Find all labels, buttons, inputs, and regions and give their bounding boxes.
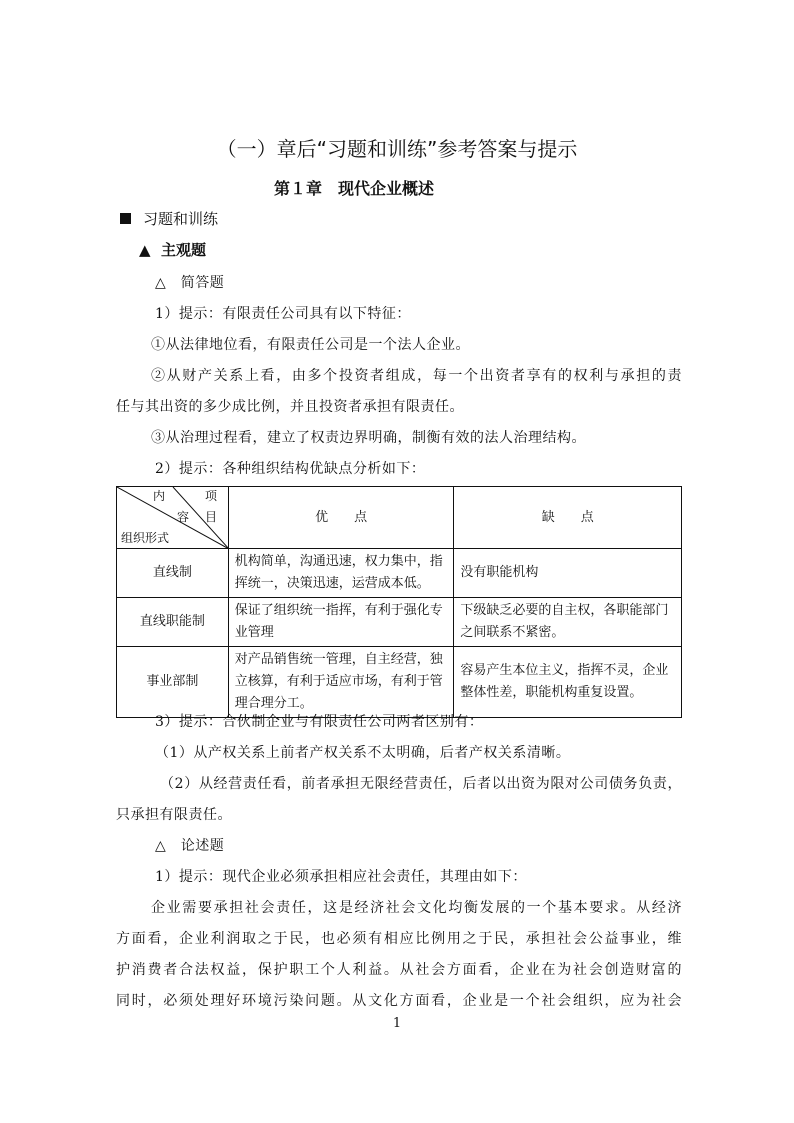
q1-intro: 1）提示：有限责任公司具有以下特征： bbox=[155, 306, 411, 322]
cell-line: 立核算，有利于适应市场，有利于管 bbox=[234, 674, 443, 689]
e1-intro: 1）提示：现代企业必须承担相应社会责任，其理由如下： bbox=[155, 869, 527, 885]
q3-intro: 3）提示：合伙制企业与有限责任公司两者区别有： bbox=[155, 714, 484, 730]
header-mu: 目 bbox=[205, 510, 218, 524]
section-heading bbox=[120, 208, 218, 229]
q3-point-1: （1）从产权关系上前者产权关系不太明确，后者产权关系清晰。 bbox=[155, 745, 571, 761]
e1-line-1: 企业需要承担社会责任，这是经济社会文化均衡发展的一个基本要求。从经济 bbox=[151, 900, 682, 916]
section-label: 习题和训练 bbox=[143, 210, 219, 228]
table-row bbox=[117, 647, 682, 718]
row-name: 直线制 bbox=[117, 549, 229, 598]
table-row bbox=[117, 598, 682, 647]
page-title: （一）章后“习题和训练”参考答案与提示 bbox=[216, 137, 578, 161]
row-advantages bbox=[228, 598, 454, 647]
cell-line: 理合理分工。 bbox=[234, 696, 313, 711]
short-answer-heading: △ 简答题 bbox=[155, 275, 225, 291]
header-disadvantages: 缺 点 bbox=[454, 487, 682, 549]
page-number: 1 bbox=[392, 1016, 402, 1031]
cell-line: 保证了组织统一指挥，有利于强化专 bbox=[234, 603, 443, 618]
subsection-label: 主观题 bbox=[161, 241, 207, 259]
diagonal-header-cell bbox=[117, 487, 229, 549]
cell-line: 没有职能机构 bbox=[460, 565, 539, 580]
table-row bbox=[117, 549, 682, 598]
q3-point-2-line-1: （2）从经营责任看，前者承担无限经营责任，后者以出资为限对公司债务负责， bbox=[160, 776, 682, 792]
cell-line: 机构简单，沟通迅速，权力集中，指 bbox=[234, 554, 443, 569]
header-advantages: 优 点 bbox=[228, 487, 454, 549]
q1-point-2-line-2: 任与其出资的多少成比例，并且投资者承担有限责任。 bbox=[116, 399, 464, 415]
row-name: 事业部制 bbox=[117, 647, 229, 718]
cell-line: 整体性差，职能机构重复设置。 bbox=[460, 685, 643, 700]
triangle-icon: ▲ bbox=[139, 241, 151, 259]
header-rong: 容 bbox=[177, 510, 190, 524]
table-header-row bbox=[117, 487, 682, 549]
cell-line: 容易产生本位主义，指挥不灵，企业 bbox=[460, 663, 669, 678]
cell-line: 下级缺乏必要的自主权，各职能部门 bbox=[460, 603, 669, 618]
row-disadvantages bbox=[454, 598, 682, 647]
q3-point-2-line-2: 只承担有限责任。 bbox=[116, 807, 232, 823]
row-advantages bbox=[228, 549, 454, 598]
row-name: 直线职能制 bbox=[117, 598, 229, 647]
org-structure-table bbox=[116, 486, 682, 718]
black-square-icon bbox=[120, 213, 131, 224]
cell-line: 挥统一，决策迅速，运营成本低。 bbox=[234, 576, 430, 591]
essay-heading: △ 论述题 bbox=[155, 838, 225, 854]
cell-line: 业管理 bbox=[234, 625, 274, 640]
row-advantages bbox=[228, 647, 454, 718]
q2-intro: 2）提示：各种组织结构优缺点分析如下： bbox=[155, 461, 426, 477]
subsection-heading bbox=[139, 239, 206, 260]
row-disadvantages bbox=[454, 549, 682, 598]
q1-point-1: ①从法律地位看，有限责任公司是一个法人企业。 bbox=[151, 337, 470, 353]
row-disadvantages bbox=[454, 647, 682, 718]
q1-point-3: ③从治理过程看，建立了权责边界明确，制衡有效的法人治理结构。 bbox=[151, 430, 586, 446]
header-nei: 内 bbox=[153, 489, 166, 503]
header-xiang: 项 bbox=[205, 489, 218, 503]
q1-point-2-line-1: ②从财产关系上看，由多个投资者组成，每一个出资者享有的权利与承担的责 bbox=[151, 368, 682, 384]
cell-line: 之间联系不紧密。 bbox=[460, 625, 565, 640]
e1-line-3: 护消费者合法权益，保护职工个人利益。从社会方面看，企业在为社会创造财富的 bbox=[116, 962, 682, 978]
header-form: 组织形式 bbox=[121, 531, 170, 545]
e1-line-2: 方面看，企业利润取之于民，也必须有相应比例用之于民，承担社会公益事业，维 bbox=[116, 931, 682, 947]
chapter-heading: 第１章 现代企业概述 bbox=[274, 179, 435, 198]
cell-line: 对产品销售统一管理，自主经营，独 bbox=[234, 652, 443, 667]
e1-line-4: 同时，必须处理好环境污染问题。从文化方面看，企业是一个社会组织，应为社会 bbox=[116, 993, 682, 1009]
